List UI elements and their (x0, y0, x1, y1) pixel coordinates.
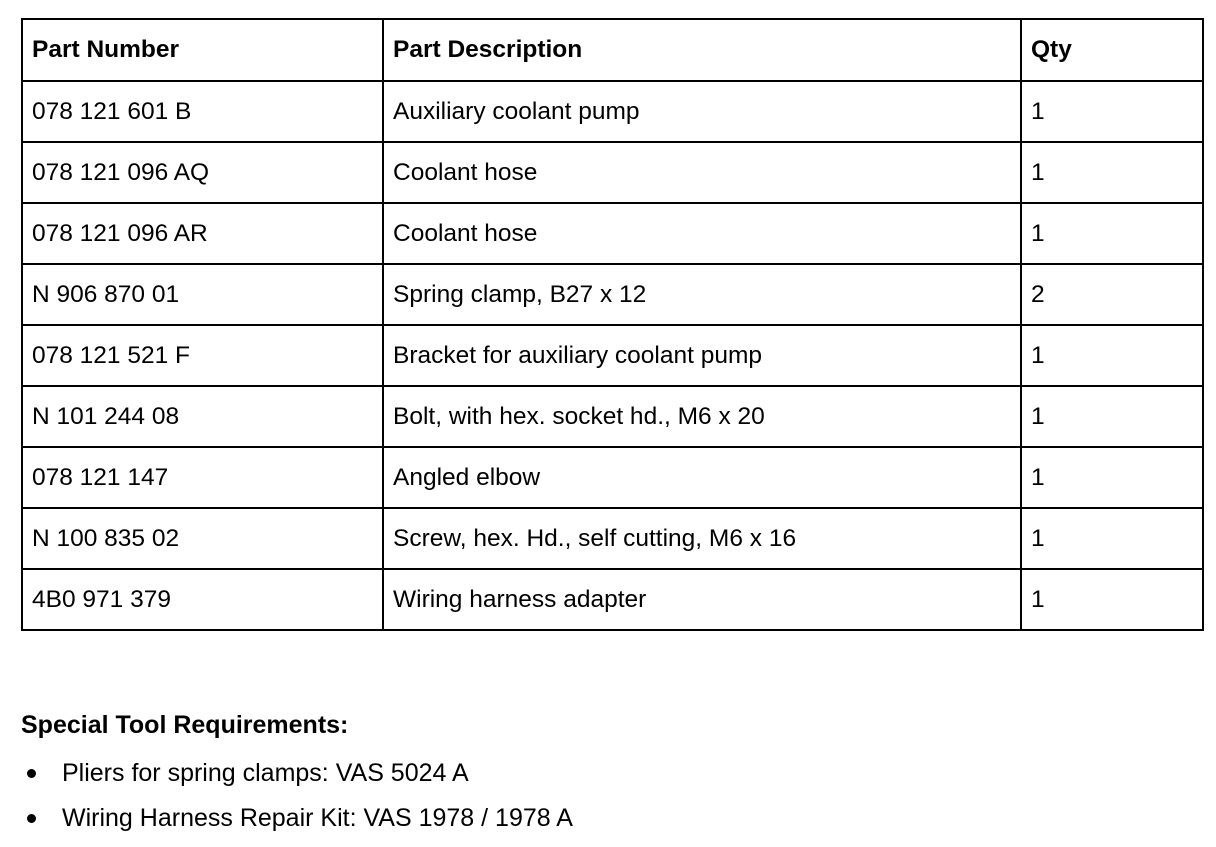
cell-qty: 1 (1021, 569, 1203, 630)
table-row (22, 508, 1203, 569)
cell-description: Screw, hex. Hd., self cutting, M6 x 16 (383, 508, 1021, 569)
cell-qty: 1 (1021, 142, 1203, 203)
cell-part-number: 078 121 521 F (22, 325, 383, 386)
special-tools-list (21, 757, 573, 847)
cell-qty: 1 (1021, 81, 1203, 142)
table-row (22, 81, 1203, 142)
cell-description: Wiring harness adapter (383, 569, 1021, 630)
cell-part-number: 078 121 147 (22, 447, 383, 508)
table-header-row (22, 19, 1203, 81)
parts-table (21, 18, 1204, 631)
table-row (22, 264, 1203, 325)
cell-qty: 1 (1021, 203, 1203, 264)
cell-part-number: 078 121 601 B (22, 81, 383, 142)
cell-description: Auxiliary coolant pump (383, 81, 1021, 142)
cell-part-number: 078 121 096 AR (22, 203, 383, 264)
cell-description: Spring clamp, B27 x 12 (383, 264, 1021, 325)
cell-part-number: 4B0 971 379 (22, 569, 383, 630)
cell-qty: 1 (1021, 447, 1203, 508)
cell-description: Coolant hose (383, 142, 1021, 203)
list-item (21, 757, 573, 802)
header-part-description: Part Description (383, 19, 1021, 81)
bullet-icon (27, 769, 36, 778)
cell-part-number: 078 121 096 AQ (22, 142, 383, 203)
table-row (22, 569, 1203, 630)
cell-description: Angled elbow (383, 447, 1021, 508)
bullet-icon (27, 814, 36, 823)
table-row (22, 447, 1203, 508)
cell-part-number: N 906 870 01 (22, 264, 383, 325)
header-qty: Qty (1021, 19, 1203, 81)
special-tools-heading: Special Tool Requirements: (21, 711, 349, 739)
cell-description: Bracket for auxiliary coolant pump (383, 325, 1021, 386)
table-row (22, 325, 1203, 386)
tool-item-text: Pliers for spring clamps: VAS 5024 A (62, 759, 469, 787)
cell-qty: 2 (1021, 264, 1203, 325)
table-row (22, 142, 1203, 203)
cell-qty: 1 (1021, 386, 1203, 447)
table-row (22, 386, 1203, 447)
cell-description: Bolt, with hex. socket hd., M6 x 20 (383, 386, 1021, 447)
cell-qty: 1 (1021, 325, 1203, 386)
list-item (21, 802, 573, 847)
tool-item-text: Wiring Harness Repair Kit: VAS 1978 / 1978 A (62, 804, 573, 832)
header-part-number: Part Number (22, 19, 383, 81)
cell-part-number: N 100 835 02 (22, 508, 383, 569)
cell-qty: 1 (1021, 508, 1203, 569)
table-row (22, 203, 1203, 264)
cell-description: Coolant hose (383, 203, 1021, 264)
cell-part-number: N 101 244 08 (22, 386, 383, 447)
